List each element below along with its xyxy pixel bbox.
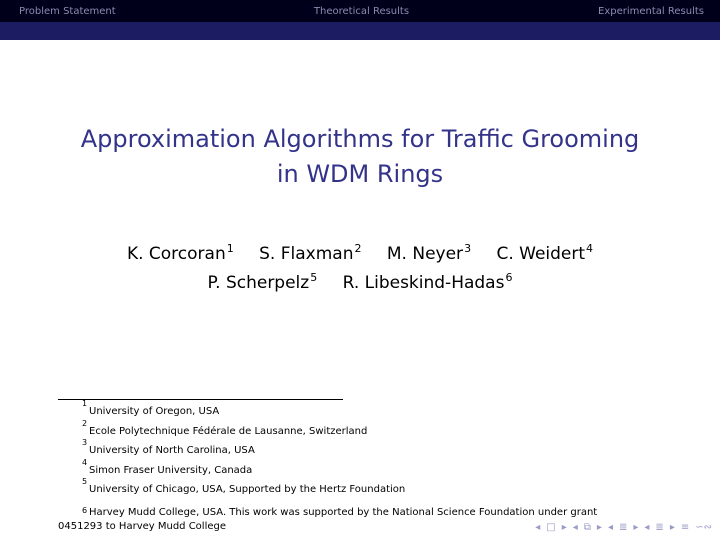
nav-next-frame-icon[interactable]: ▸ [561,522,567,533]
author: R. Libeskind-Hadas$^6$ [342,271,513,293]
nav-next-appendix-icon[interactable]: ▸ [669,522,675,533]
footnote: 5 University of Chicago, USA, Supported by the Hertz Foundation [82,477,406,495]
nav-experimental-results[interactable]: Experimental Results [598,5,704,17]
author-mark: 3 [464,242,472,255]
author-mark: 4 [586,242,594,255]
title-line-2: in WDM Rings [276,160,444,188]
nav-prev-subsection-icon[interactable]: ◂ [572,522,578,533]
footnote: 6 Harvey Mudd College, USA. This work was supported by the National Science Foundation under grant 0451293 to Harvey Mudd College [58,505,598,532]
author-row-1 [0,240,720,269]
author-mark: 1 [226,242,234,255]
nav-appendix-icon[interactable]: ≣ [655,522,664,533]
author-mark: 5 [310,271,318,284]
nav-align-icon[interactable]: ≡ [680,522,690,533]
footnotes [58,399,658,534]
footnote-rule [58,399,343,400]
footnote: 4 Simon Fraser University, Canada [82,457,253,476]
nav-prev-frame-icon[interactable]: ◂ [535,522,541,533]
nav-frame-icon[interactable]: □ [546,522,556,533]
top-navigation-bar [0,0,720,22]
nav-section-icon[interactable]: ≣ [618,522,628,533]
author-row-2 [0,269,720,298]
nav-next-section-icon[interactable]: ▸ [633,522,639,533]
nav-prev-section-icon[interactable]: ◂ [607,522,613,533]
author: S. Flaxman$^2$ [259,242,362,264]
nav-subsection-icon[interactable]: ⧉ [583,522,591,533]
author-list [0,240,720,298]
author: P. Scherpelz$^5$ [207,271,318,293]
author: M. Neyer$^3$ [386,242,472,264]
author-mark: 2 [354,242,362,255]
footnote: 3 University of North Carolina, USA [82,438,255,456]
nav-prev-appendix-icon[interactable]: ◂ [644,522,650,533]
author: K. Corcoran$^1$ [126,242,234,264]
footnote: 1 University of Oregon, USA [82,399,220,417]
nav-next-subsection-icon[interactable]: ▸ [596,522,602,533]
nav-search-icon[interactable]: ∽∾ [695,522,712,533]
beamer-navigation-symbols [535,522,712,533]
slide-title [0,122,720,192]
nav-theoretical-results[interactable]: Theoretical Results [313,5,410,17]
title-line-1: Approximation Algorithms for Traffic Grooming [80,125,640,153]
header-band [0,22,720,40]
footnote: 2 Ecole Polytechnique Fédérale de Lausanne, Switzerland [82,418,368,437]
author-mark: 6 [505,271,513,284]
author: C. Weidert$^4$ [496,242,594,264]
nav-problem-statement[interactable]: Problem Statement [19,5,116,17]
